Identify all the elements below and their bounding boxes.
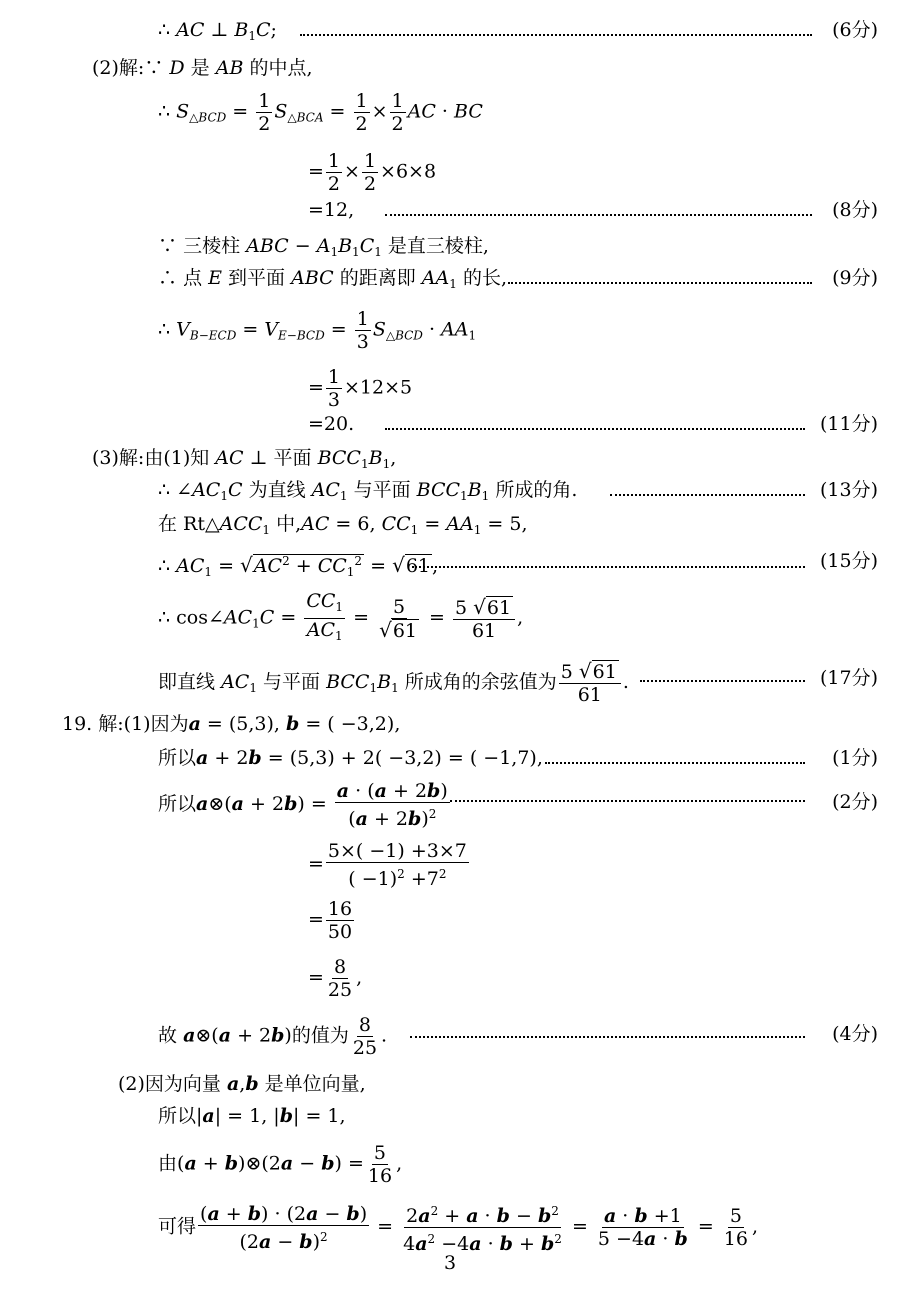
part2-heading: (2)解:∵ D 是 AB 的中点, [92, 57, 313, 79]
volume-formula: ∴ $V_{B-ECD} = V_{E-BCD}$ = $\frac{1}{3}$ $S_{\triangle BCD} \cdot AA_1$ [158, 308, 477, 353]
leader-dots [385, 214, 812, 216]
part3-heading: (3)解:由(1)知 AC ⊥ 平面 $BCC_1B_1$, [92, 447, 397, 471]
score-11: (11分) [819, 413, 878, 435]
leader-dots [545, 762, 805, 764]
volume-step: = $\frac{1}{3}$ ×12×5 [308, 366, 413, 411]
area-step: = $\frac{1}{2}$ × $\frac{1}{2}$ ×6×8 [308, 150, 437, 195]
score-15: (15分) [819, 550, 878, 572]
page-number: 3 [443, 1252, 457, 1274]
distance-statement: ∴ 点 E 到平面 ABC 的距离即 $AA_1$ 的长, [158, 267, 507, 291]
q19-heading: 19. 解:(1)因为a = (5,3), b = ( −3,2), [62, 713, 401, 735]
leader-dots [410, 1036, 805, 1038]
volume-result: =20. [308, 413, 355, 435]
leader-dots [610, 494, 805, 496]
leader-dots [640, 680, 805, 682]
unit-norms: 所以|a| = 1, |b| = 1, [158, 1105, 346, 1127]
hypotenuse: ∴ $AC_1 = √AC^2 + CC_1^2 = √61$ , [158, 553, 439, 579]
leader-dots [385, 428, 805, 430]
score-2: (2分) [832, 791, 878, 813]
otimes-step1: = $\frac{5\times( -1) +3\times 7}{( -1)^2 +7^2}$ [308, 840, 467, 890]
score-9: (9分) [832, 267, 878, 289]
leader-dots [300, 34, 812, 36]
score-4: (4分) [832, 1023, 878, 1045]
derived-equation: 可得 $\frac{(a + b) \cdot (2a - b)}{(2a - b)^2}$ = $\frac{2a^2 + a \cdot b - b^2}{4a^2 -4a \cdot b + b^2}$ = $\frac{a \cdot b +1}{5 -4a \cdot b}$ = $\frac{5}{16}$ , [158, 1200, 758, 1255]
score-17: (17分) [819, 667, 878, 689]
otimes-formula: 所以a⊗(a + 2b) = $\frac{a \cdot (a + 2b)}{(a + 2b)^2}$ [158, 780, 448, 830]
leader-dots [412, 566, 805, 568]
cosine-formula: ∴ $\cos\angle AC_1C$ = $\frac{CC_1}{AC_1}$ = $\frac{5}{√61}$ = $\frac{5 √61}{61}$ , [158, 590, 524, 643]
leader-dots [508, 282, 812, 284]
given-equation: 由(a + b)⊗(2a − b) = $\frac{5}{16}$ , [158, 1142, 403, 1187]
part2-unit-vectors: (2)因为向量 a,b 是单位向量, [118, 1073, 366, 1095]
area-formula: ∴ $S_{\triangle BCD}$ = $\frac{1}{2}$ $S_{\triangle BCA}$ = $\frac{1}{2}$ × $\frac{1}{2}$ AC · BC [158, 90, 483, 135]
otimes-step3: = $\frac{8}{25}$ , [308, 956, 363, 1001]
leader-dots [450, 800, 805, 802]
otimes-conclusion: 故 a⊗(a + 2b)的值为 $\frac{8}{25}$ . [158, 1014, 388, 1059]
cosine-conclusion: 即直线 $AC_1$ 与平面 $BCC_1B_1$ 所成角的余弦值为 $\frac{5 √61}{61}$ . [158, 659, 629, 706]
rt-triangle-statement: 在 $Rt\triangle ACC_1$ 中,AC = 6, $CC_1 = AA_1 = 5$, [158, 513, 528, 537]
area-result: =12, [308, 199, 355, 221]
score-1: (1分) [832, 747, 878, 769]
line-ac-perp: ∴ AC ⊥ $B_1C$; [158, 19, 277, 43]
score-13: (13分) [819, 479, 878, 501]
otimes-step2: = $\frac{16}{50}$ [308, 898, 353, 943]
prism-statement: ∵ 三棱柱 ABC − $A_1B_1C_1$ 是直三棱柱, [158, 235, 489, 259]
angle-statement: ∴ $\angle AC_1C$ 为直线 $AC_1$ 与平面 $BCC_1B_1$ 所成的角. [158, 479, 578, 503]
score-8: (8分) [832, 199, 878, 221]
score-6: (6分) [832, 19, 878, 41]
vector-sum: 所以a + 2b = (5,3) + 2( −3,2) = ( −1,7), [158, 747, 543, 769]
